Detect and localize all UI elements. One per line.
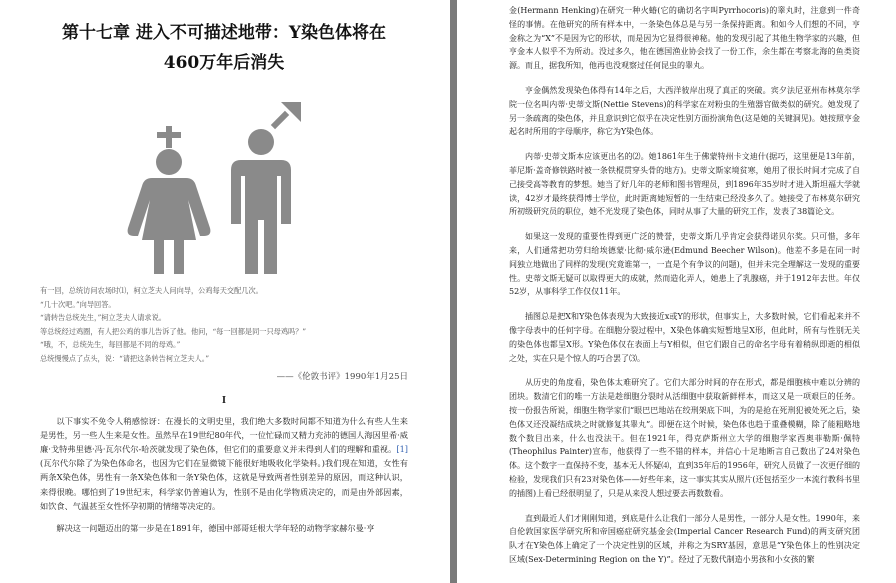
paragraph: 亨金偶然发现染色体得有14年之后，大西洋彼岸出现了真正的突破。宾夕法尼亚州布林莫尔学院一位名叫内蒂·史蒂文斯(Nettie Stevens)的科学家在对粉虫的生殖器官做类似的研究。她发现了另一条疏离的染色体，并且意识到它似乎在决定性别方面扮演角色(这是她的关键洞见)。她按照亨金起名时所用的字母顺序，称它为Y染色体。 bbox=[509, 85, 860, 137]
paragraph bbox=[40, 521, 408, 535]
paragraph: 插图总是把X和Y染色体表现为大致接近x或Y的形状，但事实上，大多数时候，它们看起来并不像字母表中的任何字母。在细胞分裂过程中，X染色体确实短暂地呈X形，但此时，所有与性别无关的染色体也都呈X形。Y染色体仅在表面上与Y相似，但它们跟自己的命名字母有着稍纵即逝的相似之处，实在只是个惊人的巧合罢了⑶。 bbox=[509, 312, 860, 363]
epigraph-line: “请转告总统先生，”柯立芝夫人请求说。 bbox=[40, 313, 166, 323]
chapter-title bbox=[40, 18, 408, 78]
right-page bbox=[457, 0, 896, 583]
right-body-text bbox=[509, 4, 860, 567]
gender-illustration bbox=[124, 96, 324, 276]
paragraph-text: (瓦尔代尔除了为染色体命名，也因为它们在显微镜下能很好地吸收化学染料。)我们现在知道，女性有两条X染色体，男性有一条X染色体和一条Y染色体，这就是导致两者性别差异的原因，而这种认识，来得很晚。哪怕到了19世纪末，科学家仍普遍认为，性别不是由化学物质决定的，而是由外部因素，如饮食、气温甚至女性怀孕初期的情绪等决定的。 bbox=[40, 458, 408, 511]
paragraph: 如果这一发现的重要性得到更广泛的赞誉，史蒂文斯几乎肯定会获得诺贝尔奖。只可惜，多年来，人们通常把功劳归给埃德蒙·比彻·威尔逊(Edmund Beecher Wilson)。他差不多是在同一时间独立地做出了同样的发现(究竟谁第一，一直是个有争议的问题)，但并未完全理解这一发现的重要性。史蒂文斯无疑可以取得更大的成就，然而造化弄人，她患上了乳腺癌，并于1912年去世。年仅52岁，从事科学工作仅仅11年。 bbox=[509, 232, 860, 297]
paragraph bbox=[40, 414, 408, 513]
male-person-icon bbox=[219, 96, 319, 276]
footnote-link[interactable]: [1] bbox=[396, 443, 408, 454]
paragraph-text: 解决这一问题迈出的第一步是在1891年，德国中部哥廷根大学年轻的动物学家赫尔曼·亨 bbox=[56, 522, 375, 533]
epigraph-line: 有一回，总统访问农场时⑴，柯立芝夫人问向导，公鸡每天交配几次。 bbox=[40, 286, 263, 295]
paragraph: 内蒂·史蒂文斯本应该更出名的⑵。她1861年生于佛蒙特州卡文迪什(据巧，这里便是13年前，菲尼斯·盖奇修铁路时被一条铁棍贯穿头骨的地方)。史蒂文斯家境贫寒，她用了很长时间才完成了自己接受高等教育的梦想。她当了好几年的老师和图书管理员，到1896年35岁时才进入斯坦福大学就读，42岁才最终获得博士学位，此时距离她短暂的一生结束已经没多久了。她接受了布林莫尔研究所初级研究员的职位，她不光发现了染色体，同时从事了大量的研究工作，发表了38篇论文。 bbox=[509, 152, 860, 217]
paragraph: 从历史的角度看，染色体太难研究了。它们大部分时间的存在形式，都是细胞核中难以分辨的团块。数清它们的唯一方法是趁细胞分裂时从活细胞中获取新鲜样本，而这又是一项艰巨的任务。按一份报告所说，细胞生物学家们“眼巴巴地站在绞刑架底下叫，为的是抢在死刑犯被处死之后，染色体又还没凝结成块之时就修复其睾丸”。即便在这个时候，染色体也趋于重叠模糊，除了能粗略地数个数目出来，什么也没法干。但在1921年，得克萨斯州立大学的细胞学家西奥菲勒斯·佩特(Theophilus Painter)宣布，他获得了一些不错的样本，并信心十足地断言自己数出了24对染色体。这个数字一直保持不变，基本无人怀疑⑷，直到35年后的1956年，研究人员做了一次更仔细的检验，发现我们只有23对染色体——好些年来，这一事实其实从照片(还包括至少一本流行教科书里的插图)上看已经很明显了，只是从来没人想过要去再数数看。 bbox=[509, 378, 860, 498]
epigraph bbox=[40, 284, 408, 366]
epigraph-line: “几十次吧。”向导回答。 bbox=[40, 299, 116, 309]
section-number: I bbox=[221, 395, 227, 406]
paragraph-text: 以下事实不免令人稍感惊讶：在漫长的文明史里，我们绝大多数时间都不知道为什么有些人生来是男性，另一些人生来是女性。虽然早在19世纪80年代，一位忙碌而又精力充沛的德国人海因里希·威廉·戈特弗里德·冯·瓦尔代尔-哈茨就发现了染色体，但它们的重要意义并未得到人们的理解和重视。 bbox=[40, 415, 408, 454]
chapter-title-line-2: 460万年后消失 bbox=[163, 53, 285, 73]
paragraph: 金(Hermann Henking)在研究一种火蝽(它的确切名字叫Pyrrhocoris)的睾丸时，注意到一件奇怪的事情。在他研究的所有样本中，一条染色体总是与另一条保持距离。和如今人们想的不同，亨金称之为“X”不是因为它的形状，而是因为它显得很神秘。他的发现引起了其他生物学家的兴趣，但亨金本人似乎不为所动。没过多久，他在德国渔业协会找了一份工作，余生都在考察北海的鱼类资源。而且，据我所知，他再也没观察过任何昆虫的睾丸。 bbox=[509, 6, 860, 71]
epigraph-line: 总统慢慢点了点头，说：“请把这条转告柯立芝夫人。” bbox=[40, 353, 210, 363]
epigraph-line: 等总统经过鸡圈，有人把公鸡的事儿告诉了他。他问，“每一回都是同一只母鸡吗？” bbox=[40, 326, 307, 336]
epigraph-line: “哦，不，总统先生，每回都是不同的母鸡。” bbox=[40, 340, 181, 350]
epigraph-citation: ——《伦敦书评》1990年1月25日 bbox=[276, 371, 408, 382]
chapter-title-line-1: 第十七章 进入不可描述地带：Y染色体将在 bbox=[61, 23, 387, 43]
left-body-text bbox=[40, 414, 408, 536]
female-person-icon bbox=[124, 96, 214, 276]
paragraph: 直到最近人们才刚刚知道，到底是什么让我们一部分人是男性，一部分人是女性。1990年，来自伦敦国家医学研究所和帝国癌症研究基金会(Imperial Cancer Research Fund)的两支研究团队才在Y染色体上确定了一个决定性别的区域，并称之为SRY基因，意思是“Y染色体上的性别决定区域(Sex-Determining Region on the Y)”。经过了无数代制造小男孩和小女孩的繁 bbox=[509, 513, 860, 564]
